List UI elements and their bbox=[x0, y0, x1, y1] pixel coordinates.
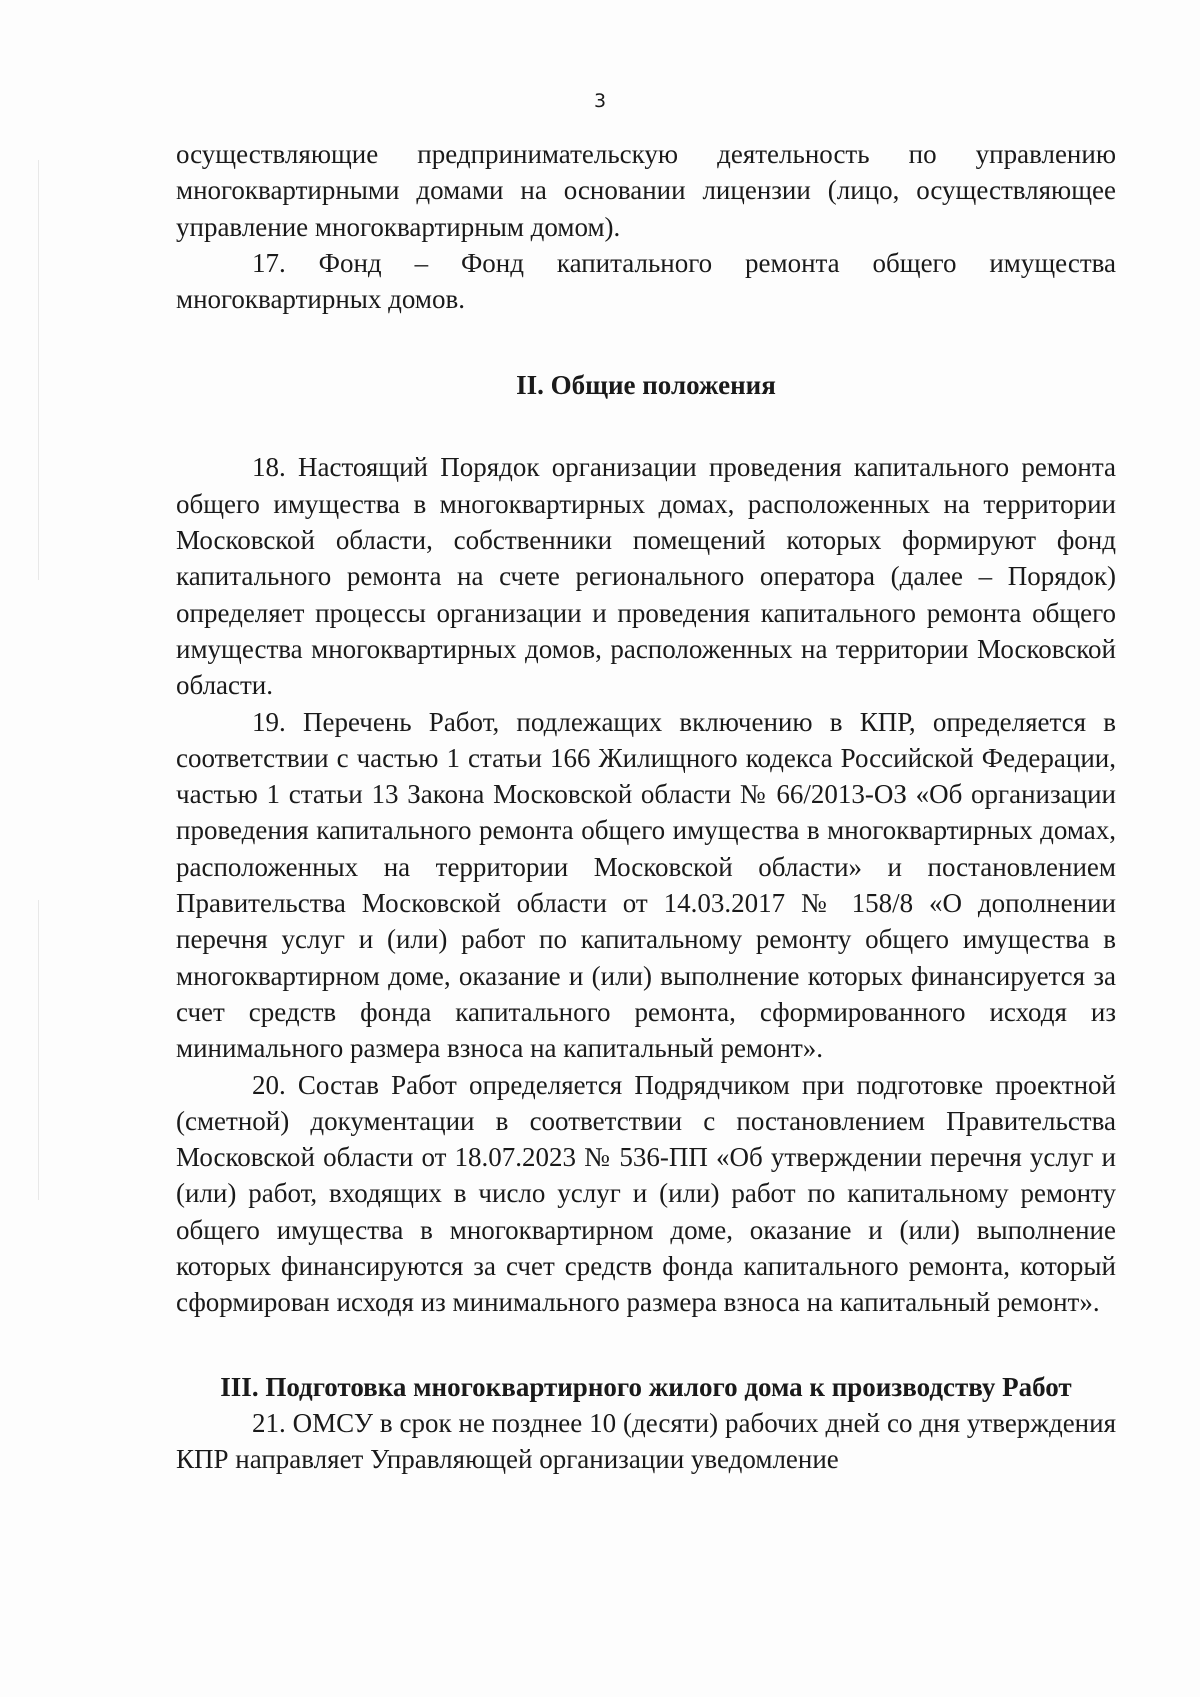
paragraph-20: 20. Состав Работ определяется Подрядчиком при подготовке проектной (сметной) документации в соответствии с постановлением Правительства Московской области от 18.07.2023 № 536-ПП «Об утверждении перечня услуг и (или) работ, входящих в число услуг и (или) работ по капитальному ремонту общего имущества в многоквартирном доме, оказание и (или) выполнение которых финансируются за счет средств фонда капитального ремонта, который сформирован исходя из минимального размера взноса на капитальный ремонт». bbox=[176, 1069, 1116, 1318]
scan-edge-mark bbox=[38, 900, 39, 1200]
paragraph-17: 17. Фонд – Фонд капитального ремонта общего имущества многоквартирных домов. bbox=[176, 247, 1116, 315]
paragraph-16-continuation: осуществляющие предпринимательскую деятельность по управлению многоквартирными домами на основании лицензии (лицо, осуществляющее управление многоквартирным домом). bbox=[176, 139, 1116, 242]
section-3-title: III. Подготовка многоквартирного жилого дома к производству Работ bbox=[220, 1371, 1072, 1402]
section-2-title: II. Общие положения bbox=[516, 370, 776, 401]
paragraph-18: 18. Настоящий Порядок организации проведения капитального ремонта общего имущества в многоквартирных домах, расположенных на территории Московской области, собственники помещений которых формируют фонд капитального ремонта на счете регионального оператора (далее – Порядок) определяет процессы организации и проведения капитального ремонта общего имущества многоквартирных домов, расположенных на территории Московской области. bbox=[176, 452, 1116, 701]
scan-edge-mark bbox=[38, 160, 39, 580]
page-number: 3 bbox=[593, 90, 607, 112]
paragraph-19: 19. Перечень Работ, подлежащих включению в КПР, определяется в соответствии с частью 1 статьи 166 Жилищного кодекса Российской Федерации, частью 1 статьи 13 Закона Московской области № 66/2013-ОЗ «Об организации проведения капитального ремонта общего имущества в многоквартирных домах, расположенных на территории Московской области» и постановлением Правительства Московской области от 14.03.2017 № 158/8 «О дополнении перечня услуг и (или) работ по капитальному ремонту общего имущества в многоквартирном доме, оказание и (или) выполнение которых финансируется за счет средств фонда капитального ремонта, сформированного исходя из минимального размера взноса на капитальный ремонт». bbox=[176, 706, 1116, 1064]
paragraph-21: 21. ОМСУ в срок не позднее 10 (десяти) рабочих дней со дня утверждения КПР направляет Управляющей организации уведомление bbox=[176, 1407, 1116, 1474]
document-body bbox=[176, 136, 1116, 1477]
